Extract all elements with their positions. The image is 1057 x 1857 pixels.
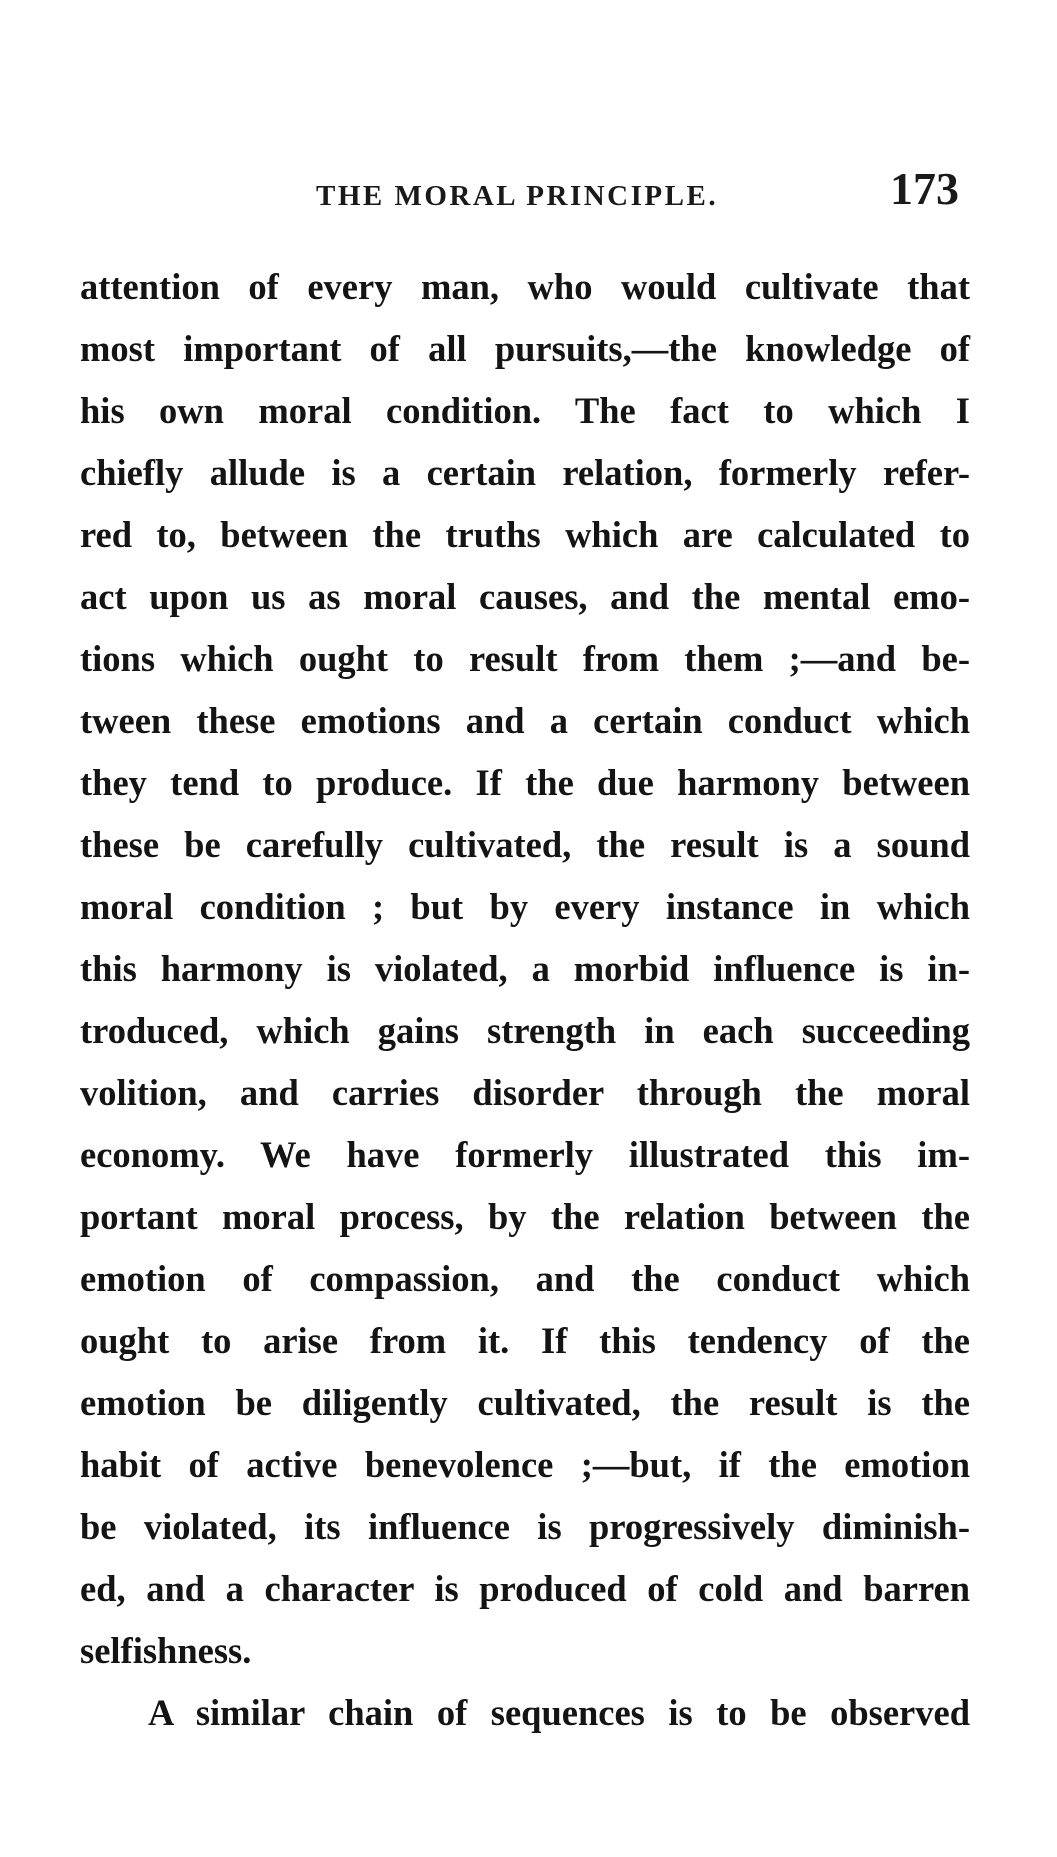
text-line: most important of all pursuits,—the knowledge of xyxy=(80,328,970,369)
page-number: 173 xyxy=(890,163,959,214)
text-line: volition, and carries disorder through the moral xyxy=(80,1072,970,1113)
running-head xyxy=(0,162,1057,222)
text-line: emotion of compassion, and the conduct which xyxy=(80,1258,970,1299)
paragraph-end-line: selfishness. xyxy=(80,1630,252,1671)
text-line: chiefly allude is a certain relation, formerly refer- xyxy=(80,452,970,493)
text-line: habit of active benevolence ;—but, if the emotion xyxy=(80,1444,970,1485)
text-line: tween these emotions and a certain conduct which xyxy=(80,700,970,741)
text-line: these be carefully cultivated, the result is a sound xyxy=(80,824,970,865)
text-line: act upon us as moral causes, and the mental emo- xyxy=(80,576,970,617)
paragraph-start-line: A similar chain of sequences is to be observed xyxy=(148,1692,970,1733)
text-line: economy. We have formerly illustrated this im- xyxy=(80,1134,970,1175)
text-line: moral condition ; but by every instance in which xyxy=(80,886,970,927)
text-line: tions which ought to result from them ;—and be- xyxy=(80,638,970,679)
text-line: red to, between the truths which are calculated to xyxy=(80,514,970,555)
text-line: emotion be diligently cultivated, the result is the xyxy=(80,1382,970,1423)
text-line: be violated, its influence is progressively diminish- xyxy=(80,1506,970,1547)
text-line: ed, and a character is produced of cold and barren xyxy=(80,1568,970,1609)
text-line: portant moral process, by the relation between the xyxy=(80,1196,970,1237)
text-line: this harmony is violated, a morbid influence is in- xyxy=(80,948,970,989)
text-line: his own moral condition. The fact to which I xyxy=(80,390,970,431)
text-line: attention of every man, who would cultivate that xyxy=(80,266,970,307)
text-line: ought to arise from it. If this tendency of the xyxy=(80,1320,970,1361)
running-title: THE MORAL PRINCIPLE. xyxy=(316,180,719,212)
text-line: they tend to produce. If the due harmony between xyxy=(80,762,970,803)
text-line: troduced, which gains strength in each succeeding xyxy=(80,1010,970,1051)
